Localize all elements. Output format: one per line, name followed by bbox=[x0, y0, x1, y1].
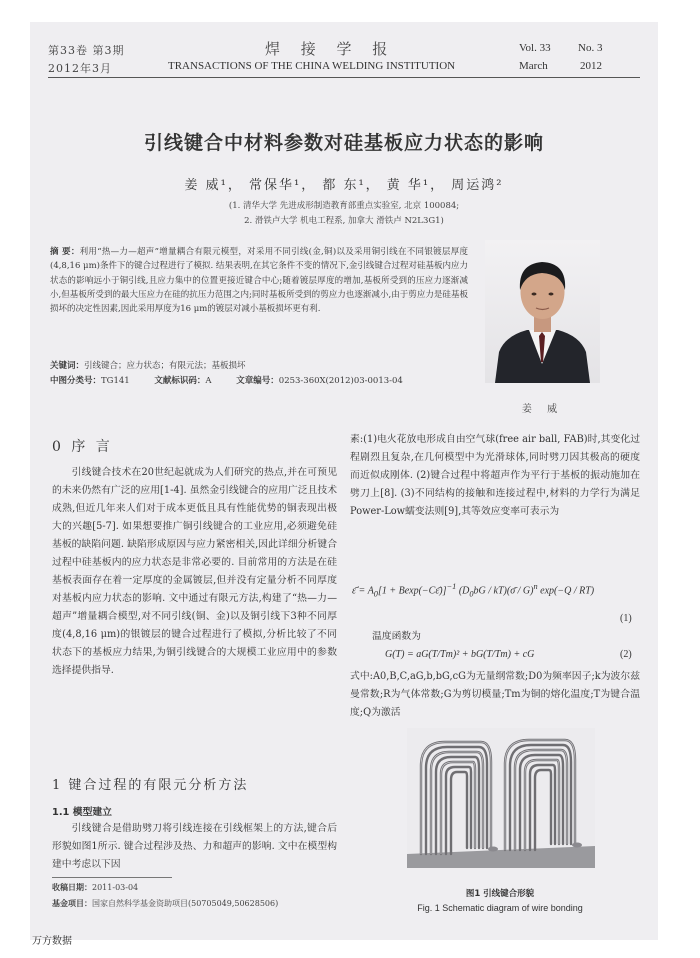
right-column-paragraph-1 bbox=[350, 431, 640, 521]
section-0-heading: 0 序 言 bbox=[52, 439, 113, 455]
journal-name-en: TRANSACTIONS OF THE CHINA WELDING INSTITUTION bbox=[168, 60, 456, 72]
author-portrait-image bbox=[485, 240, 600, 383]
equation-1-number: (1) bbox=[620, 613, 632, 624]
abstract bbox=[50, 245, 468, 316]
wire-bonding-micrograph bbox=[407, 728, 595, 868]
doc-code-label: 文献标识码： bbox=[154, 376, 206, 386]
received-date: 2011-03-04 bbox=[92, 883, 139, 892]
section-0-paragraph: 引线键合技术在20世纪起就成为人们研究的热点,并在可预见的未来仍然有广泛的应用[1-4]. 虽然金引线键合的应用广泛且技术成熟,但近几年来人们对于成本更低且具有性能优势的铜表现出极大的兴趣[5-7]. 如果想要推广铜引线键合的工业应用,必须避免硅基板的缺陷问题. 缺陷形成原因与应力紧密相关,因此详细分析键合过程中硅基板内的应力状态是非常必要的. 目前常用的方法是在硅基板表面存在着一定厚度的金属镀层,但并没有定量分析不同厚度对基板内应力状态的影响. 文中通过有限元方法,构建了“热—力—超声”增量耦合模型,对不同引线(铜、金)以及铜引线下3种不同厚度(4,8,16 μm)的银镀层的键合过程进行了模拟,分析比较了不同状态下的基板应力结果,为铜引线键合的大规模工业应用中的参数选择提供指导. bbox=[52, 467, 337, 676]
footnote-rule bbox=[52, 877, 172, 878]
header-volume-issue: 第33卷 第3期 bbox=[48, 44, 125, 57]
affiliation-2: 2. 滑铁卢大学 机电工程系, 加拿大 滑铁卢 N2L3G1) bbox=[244, 216, 444, 226]
abstract-label: 摘 要： bbox=[50, 247, 80, 257]
header-date: 2012年3月 bbox=[48, 62, 112, 75]
authors: 姜 威¹， 常保华¹， 都 东¹， 黄 华¹， 周运鸿² bbox=[184, 178, 504, 193]
clc-label: 中图分类号： bbox=[50, 376, 102, 386]
journal-page bbox=[30, 22, 658, 940]
header-month: March bbox=[519, 60, 548, 72]
paper-title: 引线键合中材料参数对硅基板应力状态的影响 bbox=[143, 132, 544, 154]
section-1-1-heading: 1.1 模型建立 bbox=[52, 807, 112, 818]
article-no-value: 0253-360X(2012)03-0013-04 bbox=[278, 376, 403, 386]
fund-label: 基金项目： bbox=[52, 899, 92, 908]
figure-1-caption-cn: 图1 引线键合形貌 bbox=[465, 889, 535, 899]
footnote-received bbox=[52, 880, 342, 895]
received-label: 收稿日期： bbox=[52, 883, 92, 892]
affiliation-1: (1. 清华大学 先进成形制造教育部重点实验室, 北京 100084; bbox=[228, 201, 460, 211]
header-no: No. 3 bbox=[578, 42, 603, 54]
section-1-heading: 1 键合过程的有限元分析方法 bbox=[52, 778, 249, 793]
footnote-fund bbox=[52, 896, 352, 911]
right-paragraph-text: 素:(1)电火花放电形成自由空气球(free air ball, FAB)时,其变化过程剧烈且复杂,在几何模型中为光滑球体,同时劈刀因其极高的硬度而近似成刚体. (2)键合过程中将超声作为平行于基板的振动施加在劈刀上[8]. (3)不同结构的接触和连接过程中,材料的力学行为满足Power-Low蠕变法则[9],其等效应变率可表示为 bbox=[350, 434, 640, 517]
article-no-label: 文章编号： bbox=[236, 376, 279, 386]
right-column-paragraph-2 bbox=[350, 668, 640, 722]
figure-1 bbox=[407, 728, 595, 868]
clc-value: TG141 bbox=[101, 376, 130, 386]
keywords: 引线键合；应力状态；有限元法；基板损坏 bbox=[84, 361, 246, 371]
header-vol: Vol. 33 bbox=[519, 42, 551, 54]
photo-caption: 姜 威 bbox=[521, 404, 564, 415]
journal-name-cn: 焊 接 学 报 bbox=[265, 40, 396, 58]
header-year: 2012 bbox=[580, 60, 602, 72]
figure-1-caption-en: Fig. 1 Schematic diagram of wire bonding bbox=[417, 903, 583, 913]
section-0-body bbox=[52, 464, 337, 680]
header-rule bbox=[48, 77, 640, 78]
watermark-footer: 万方数据 bbox=[32, 936, 72, 947]
abstract-text: 利用“热—力—超声”增量耦合有限元模型，对采用不同引线(金,铜)以及采用铜引线在不同银镀层厚度(4,8,16 μm)条件下的键合过程进行了模拟. 结果表明,在其它条件不变的情况下,金引线键合过程对硅基板内应力状态的影响远小于铜引线,且应力集中的位置更接近键合中心;随着镀层厚度的增加,基板所受到的压应力逐渐减小,但基板所受到的最大压应力在硅的抗压力范围之内;同时基板所受到的剪应力也逐渐减小,由于剪应力是硅基板损坏的决定性因素,因此采用厚度为16 μm的镀层对减小基板损坏更有利. bbox=[50, 247, 468, 315]
equation-2-number: (2) bbox=[620, 649, 632, 660]
section-1-1-body bbox=[52, 820, 337, 874]
variable-definitions: 式中:A0,B,C,aG,b,bG,cG为无量纲常数;D0为频率因子;k为波尔兹曼常数;R为气体常数;G为剪切模量;Tm为铜的熔化温度;T为键合温度;Q为激活 bbox=[350, 671, 640, 718]
equation-2: G(T) = aG(T/Tm)² + bG(T/Tm) + cG bbox=[385, 649, 535, 660]
temperature-function-label: 温度函数为 bbox=[372, 631, 421, 642]
keywords-label: 关键词： bbox=[50, 361, 85, 371]
fund-text: 国家自然科学基金资助项目(50705049,50628506) bbox=[92, 899, 279, 908]
author-photo bbox=[485, 240, 600, 383]
section-1-1-paragraph: 引线键合是借助劈刀将引线连接在引线框架上的方法,键合后形貌如图1所示. 键合过程涉及热、力和超声的影响. 文中在模型构建中考虑以下因 bbox=[52, 823, 337, 870]
keywords-line bbox=[50, 359, 468, 373]
classification-line bbox=[50, 374, 490, 388]
doc-code-value: A bbox=[205, 376, 212, 386]
equation-1: ε̇̄ = $A_0[1$ + Bexp(−Cε̄)]$^{-1}$ ($D_0bG$ / kT)(σ̄ / G)$^n$ exp(−Q / RT) bbox=[352, 582, 595, 599]
